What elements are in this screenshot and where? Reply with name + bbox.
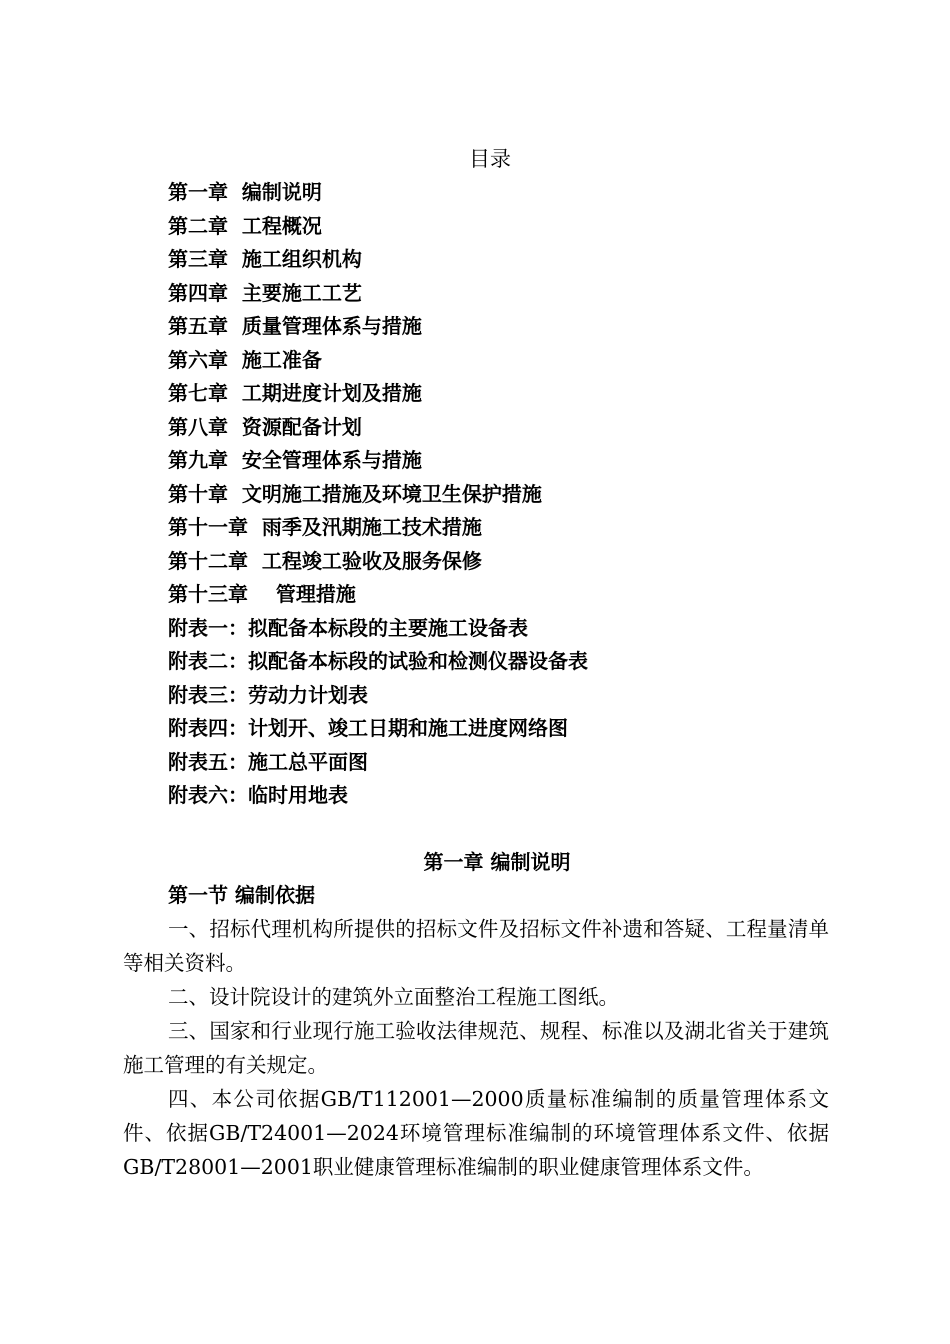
toc-item: 第十章 文明施工措施及环境卫生保护措施	[168, 481, 542, 506]
toc-item: 附表一：拟配备本标段的主要施工设备表	[168, 615, 528, 640]
toc-item: 第十三章 管理措施	[168, 582, 356, 606]
section-heading: 第一节 编制依据	[168, 883, 315, 907]
toc-item: 附表四：计划开、竣工日期和施工进度网络图	[168, 716, 568, 740]
toc-item: 第五章 质量管理体系与措施	[168, 314, 422, 338]
paragraph: 四、本公司依据GB/T112001—2000质量标准编制的质量管理体系文件、依据GB/T24001—2024环境管理标准编制的环境管理体系文件、依据GB/T28001—2001职业健康管理标准编制的职业健康管理体系文件。	[123, 1087, 829, 1179]
toc-item: 第七章 工期进度计划及措施	[168, 381, 422, 405]
toc-item: 第八章 资源配备计划	[168, 414, 362, 439]
toc-list	[168, 176, 588, 813]
toc-item: 附表六：临时用地表	[168, 783, 348, 807]
toc-item: 第十一章 雨季及汛期施工技术措施	[168, 515, 482, 539]
toc-item: 附表三：劳动力计划表	[168, 682, 368, 707]
paragraph: 二、设计院设计的建筑外立面整治工程施工图纸。	[168, 985, 619, 1009]
toc-item: 第十二章 工程竣工验收及服务保修	[168, 548, 482, 573]
toc-item: 第六章 施工准备	[168, 347, 322, 372]
toc-item: 第二章 工程概况	[168, 213, 322, 238]
toc-item: 第一章 编制说明	[168, 180, 322, 204]
toc-title: 目录	[469, 147, 511, 171]
toc-item: 附表五：施工总平面图	[168, 749, 368, 774]
paragraph: 三、国家和行业现行施工验收法律规范、规程、标准以及湖北省关于建筑施工管理的有关规定。	[123, 1019, 829, 1077]
body-text	[123, 912, 829, 1184]
toc-item: 第四章 主要施工工艺	[168, 280, 362, 305]
paragraph: 一、招标代理机构所提供的招标文件及招标文件补遗和答疑、工程量清单等相关资料。	[123, 917, 829, 975]
toc-item: 第三章 施工组织机构	[168, 247, 362, 271]
toc-item: 附表二：拟配备本标段的试验和检测仪器设备表	[168, 649, 588, 673]
chapter-heading: 第一章 编制说明	[423, 850, 571, 874]
toc-item: 第九章 安全管理体系与措施	[168, 448, 422, 472]
